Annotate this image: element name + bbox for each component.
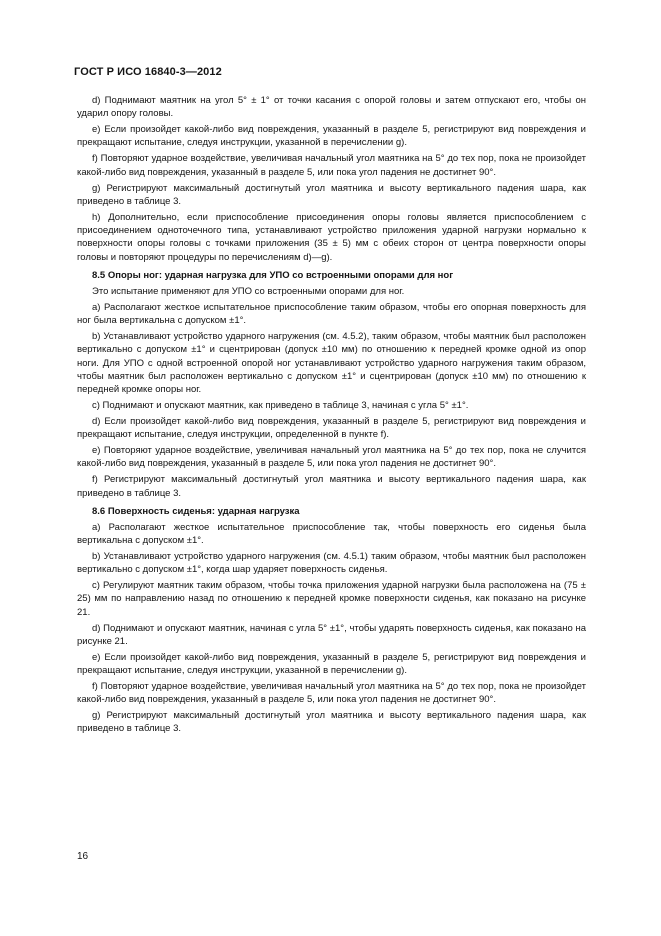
paragraph: c) Поднимают и опускают маятник, как приведено в таблице 3, начиная с угла 5° ±1°. — [92, 399, 469, 411]
paragraph: Это испытание применяют для УПО со встроенными опорами для ног. — [92, 285, 405, 297]
paragraph: e) Повторяют ударное воздействие, увеличивая начальный угол маятника на 5° до тех пор, пока не случится какой-либо вид повреждения, указанный в разделе 5, или пока угол падения не достигнет 90°. — [77, 445, 586, 470]
paragraph: а) Располагают жесткое испытательное приспособление таким образом, чтобы его опорная поверхность для ног была вертикальна с допуском ±1°. — [77, 301, 586, 327]
paragraph: а) Располагают жесткое испытательное приспособление так, чтобы поверхность его сиденья была вертикальна с допуском ±1°. — [77, 521, 586, 547]
paragraph: e) Если произойдет какой-либо вид повреждения, указанный в разделе 5, регистрируют вид повреждения и прекращают испытание, следуя инструкции, указанной в перечислении g). — [77, 124, 586, 149]
paragraph: h) Дополнительно, если приспособление присоединения опоры головы является приспособлением с присоединением одноточечного типа, устанавливают устройство приложения ударной нагрузки нормально к поверхности опоры головы с точками приложения (35 ± 5) мм с обеих сторон от центра поверхности опоры головы и повторяют процедуры по перечислениям d)—g). — [77, 211, 586, 263]
paragraph: b) Устанавливают устройство ударного нагружения (см. 4.5.2), таким образом, чтобы маятник был расположен вертикально с допуском ±1° и сцентрирован (допуск ±10 мм) по отношению к передней кромке одной из опор ноги. Для УПО с одной встроенной опорой ног устанавливают устройство ударного нагружения таким образом, чтобы маятник был расположен вертикально с допуском ±1° и сцентрирован (допуск ±10 мм) по отношению к передней кромке опоры ног. — [77, 330, 586, 396]
paragraph: c) Регулируют маятник таким образом, чтобы точка приложения ударной нагрузки была расположена на (75 ± 25) мм по направлению назад по отношению к передней кромке поверхности сиденья, как показано на рисунке 21. — [77, 580, 586, 618]
paragraph: f) Регистрируют максимальный достигнутый угол маятника и высоту вертикального падения шара, как приведено в таблице 3. — [77, 474, 586, 499]
document-header: ГОСТ Р ИСО 16840-3—2012 — [74, 66, 222, 78]
document-body — [77, 94, 586, 738]
paragraph: g) Регистрируют максимальный достигнутый угол маятника и высоту вертикального падения шара, как приведено в таблице 3. — [77, 710, 586, 735]
paragraph: f) Повторяют ударное воздействие, увеличивая начальный угол маятника на 5° до тех пор, пока не произойдет какой-либо вид повреждения, указанный в разделе 5, или пока угол падения не достигнет 90°. — [77, 153, 586, 178]
paragraph: e) Если произойдет какой-либо вид повреждения, указанный в разделе 5, регистрируют вид повреждения и прекращают испытание, следуя инструкции, указанной в перечислении g). — [77, 651, 586, 677]
paragraph: d) Если произойдет какой-либо вид повреждения, указанный в разделе 5, регистрируют вид повреждения и прекращают испытание, следуя инструкции, определенной в пункте f). — [77, 415, 586, 441]
paragraph: g) Регистрируют максимальный достигнутый угол маятника и высоту вертикального падения шара, как приведено в таблице 3. — [77, 182, 586, 207]
paragraph: f) Повторяют ударное воздействие, увеличивая начальный угол маятника на 5° до тех пор, пока не произойдет какой-либо вид повреждения, указанный в разделе 5, или пока угол падения не достигнет 90°. — [77, 680, 586, 706]
paragraph: d) Поднимают маятник на угол 5° ± 1° от точки касания с опорой головы и затем отпускают его, чтобы он ударил опору головы. — [77, 95, 586, 120]
section-heading-8-6: 8.6 Поверхность сиденья: ударная нагрузка — [92, 505, 300, 517]
paragraph: d) Поднимают и опускают маятник, начиная с угла 5° ±1°, чтобы ударять поверхность сиденья, как показано на рисунке 21. — [77, 622, 586, 647]
paragraph: b) Устанавливают устройство ударного нагружения (см. 4.5.1) таким образом, чтобы маятник был расположен вертикально с допуском ±1°, когда шар ударяет поверхность сиденья. — [77, 550, 586, 576]
page-number: 16 — [77, 851, 89, 862]
section-heading-8-5: 8.5 Опоры ног: ударная нагрузка для УПО со встроенными опорами для ног — [92, 269, 454, 281]
